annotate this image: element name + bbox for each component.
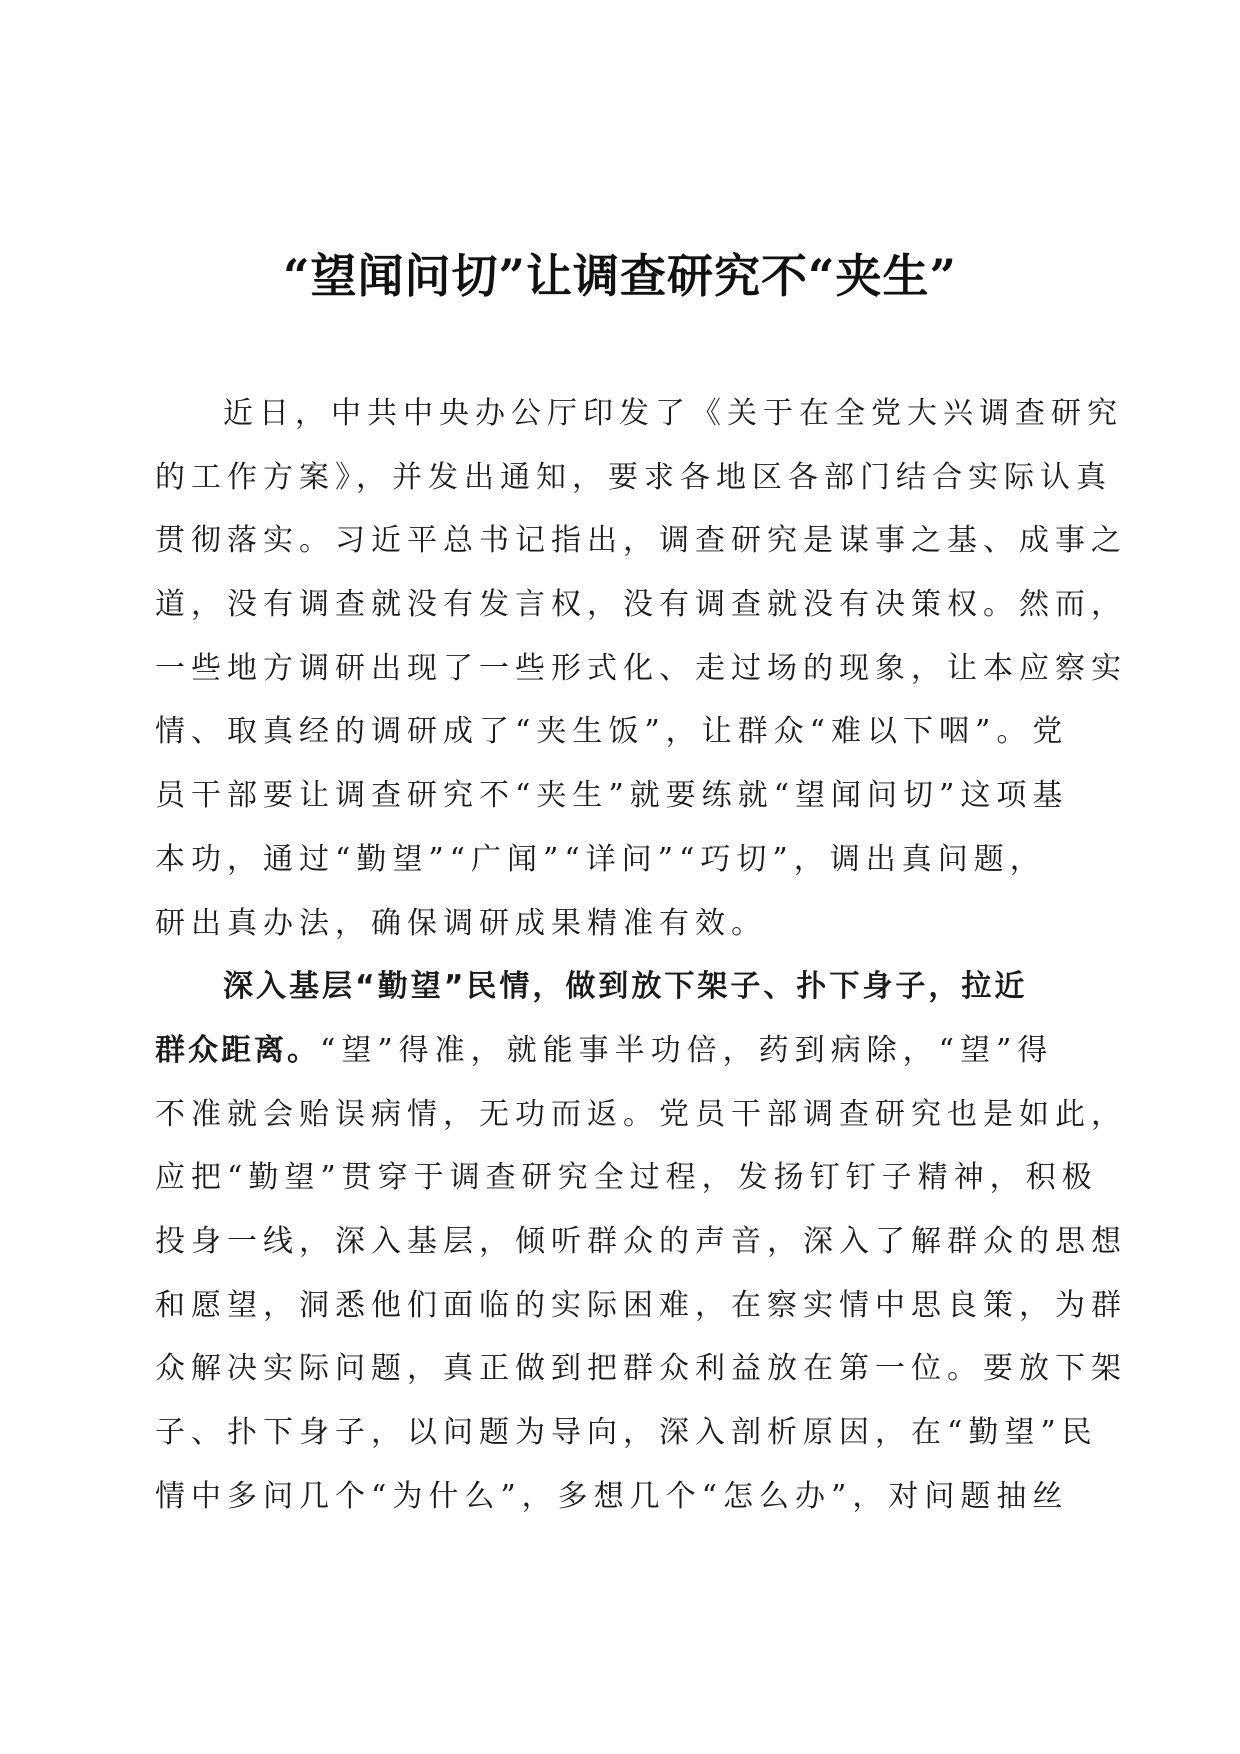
text-line [155,1019,1085,1083]
text-line: 研出真办法，确保调研成果精准有效。 [155,905,767,941]
text-line: 众解决实际问题，真正做到把群众利益放在第一位。要放下架 [155,1351,1127,1387]
text-line: 本功，通过“勤望”“广闻”“详问”“巧切”，调出真问题， [155,841,1046,877]
text-line: 员干部要让调查研究不“夹生”就要练就“望闻问切”这项基 [155,778,1069,814]
article-title: “望闻问切”让调查研究不“夹生” [283,249,957,303]
text-line: 近日，中共中央办公厅印发了《关于在全党大兴调查研究 [223,396,1123,431]
text-line: 投身一线，深入基层，倾听群众的声音，深入了解群众的思想 [155,1223,1127,1259]
bold-heading-text: 群众距离。 [155,1032,320,1068]
text-line: 情、取真经的调研成了“夹生饭”，让群众“难以下咽”。党 [155,714,1069,750]
text-line: 贯彻落实。习近平总书记指出，调查研究是谋事之基、成事之 [155,523,1127,559]
paragraph-1 [155,382,1127,955]
text-line: 不准就会贻误病情，无功而返。党员干部调查研究也是如此， [155,1096,1127,1132]
text-line: 的工作方案》，并发出通知，要求各地区各部门结合实际认真 [155,459,1112,495]
text-line: 情中多问几个“为什么”，多想几个“怎么办”，对问题抽丝 [155,1478,1069,1514]
article-body [155,382,1127,1528]
text-line: 一些地方调研出现了一些形式化、走过场的现象，让本应察实 [155,650,1127,686]
text-span: “望”得准，就能事半功倍，药到病除，“望”得 [320,1032,1054,1068]
paragraph-2 [155,955,1127,1528]
text-line: 和愿望，洞悉他们面临的实际困难，在察实情中思良策，为群 [155,1287,1127,1323]
text-line: 子、扑下身子，以问题为导向，深入剖析原因，在“勤望”民 [155,1415,1098,1450]
text-line: 应把“勤望”贯穿于调查研究全过程，发扬钉钉子精神，积极 [155,1160,1098,1196]
text-line: 道，没有调查就没有发言权，没有调查就没有决策权。然而， [155,587,1127,623]
bold-heading-line: 深入基层“勤望”民情，做到放下架子、扑下身子，拉近 [223,969,1028,1005]
